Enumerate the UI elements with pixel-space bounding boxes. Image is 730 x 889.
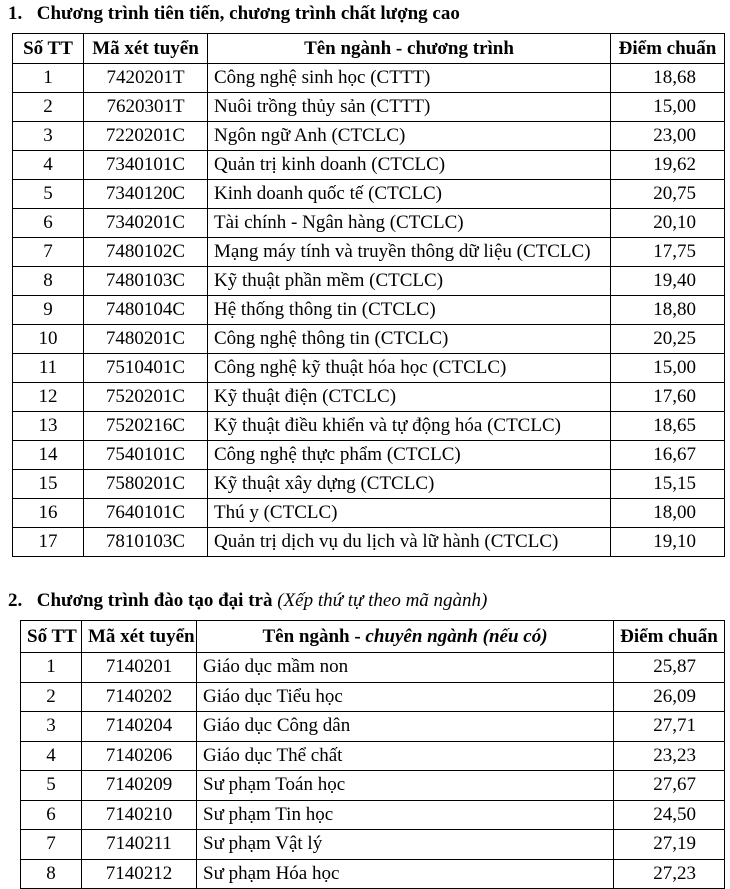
cell-score: 24,50 — [614, 800, 725, 830]
cell-stt: 5 — [21, 771, 82, 801]
header-code: Mã xét tuyển — [84, 34, 208, 64]
cell-score: 25,87 — [614, 653, 725, 683]
cell-score: 20,25 — [611, 325, 725, 354]
cell-name: Sư phạm Hóa học — [197, 859, 614, 889]
cell-name: Kỹ thuật xây dựng (CTCLC) — [208, 470, 611, 499]
cell-name: Kỹ thuật điện (CTCLC) — [208, 383, 611, 412]
table-row — [21, 859, 725, 889]
cell-name: Giáo dục Thể chất — [197, 741, 614, 771]
cell-score: 17,75 — [611, 238, 725, 267]
table-row — [13, 93, 725, 122]
cell-code: 7340120C — [84, 180, 208, 209]
cell-stt: 4 — [13, 151, 84, 180]
cell-code: 7140206 — [82, 741, 197, 771]
section-1-title: Chương trình tiên tiến, chương trình chất lượng cao — [36, 3, 460, 24]
cell-name: Giáo dục Tiểu học — [197, 682, 614, 712]
cell-stt: 1 — [21, 653, 82, 683]
cell-code: 7580201C — [84, 470, 208, 499]
cell-code: 7340101C — [84, 151, 208, 180]
header-code: Mã xét tuyển — [82, 621, 197, 653]
cell-name: Quản trị dịch vụ du lịch và lữ hành (CTCLC) — [208, 528, 611, 557]
cell-stt: 8 — [21, 859, 82, 889]
cell-score: 23,23 — [614, 741, 725, 771]
cell-stt: 2 — [21, 682, 82, 712]
table-row — [13, 354, 725, 383]
cell-name: Tài chính - Ngân hàng (CTCLC) — [208, 209, 611, 238]
cell-stt: 17 — [13, 528, 84, 557]
cell-score: 18,68 — [611, 64, 725, 93]
cell-name: Thú y (CTCLC) — [208, 499, 611, 528]
cell-code: 7140202 — [82, 682, 197, 712]
cell-name: Nuôi trồng thủy sản (CTTT) — [208, 93, 611, 122]
cell-score: 18,65 — [611, 412, 725, 441]
cell-stt: 14 — [13, 441, 84, 470]
cell-name: Kinh doanh quốc tế (CTCLC) — [208, 180, 611, 209]
cell-stt: 9 — [13, 296, 84, 325]
header-score: Điểm chuẩn — [614, 621, 725, 653]
cell-stt: 5 — [13, 180, 84, 209]
section-2-heading — [8, 590, 487, 612]
cell-stt: 6 — [13, 209, 84, 238]
cell-name: Kỹ thuật điều khiển và tự động hóa (CTCLC) — [208, 412, 611, 441]
section-2-title: Chương trình đào tạo đại trà — [36, 590, 273, 611]
cell-code: 7620301T — [84, 93, 208, 122]
cell-score: 20,10 — [611, 209, 725, 238]
cell-score: 19,10 — [611, 528, 725, 557]
table-row — [21, 682, 725, 712]
cell-code: 7810103C — [84, 528, 208, 557]
header-stt: Số TT — [21, 621, 82, 653]
header-name-main: Tên ngành - — [262, 625, 366, 647]
cell-name: Hệ thống thông tin (CTCLC) — [208, 296, 611, 325]
table-header-row — [21, 621, 725, 653]
cell-code: 7340201C — [84, 209, 208, 238]
table-row — [13, 499, 725, 528]
table-row — [13, 209, 725, 238]
cell-code: 7520216C — [84, 412, 208, 441]
cell-code: 7480103C — [84, 267, 208, 296]
cell-score: 15,15 — [611, 470, 725, 499]
cell-name: Kỹ thuật phần mềm (CTCLC) — [208, 267, 611, 296]
cell-code: 7520201C — [84, 383, 208, 412]
table-row — [13, 441, 725, 470]
table-row — [13, 64, 725, 93]
header-stt: Số TT — [13, 34, 84, 64]
cell-stt: 13 — [13, 412, 84, 441]
cell-score: 16,67 — [611, 441, 725, 470]
table-row — [21, 712, 725, 742]
cell-name: Quản trị kinh doanh (CTCLC) — [208, 151, 611, 180]
table-row — [13, 238, 725, 267]
table-header-row — [13, 34, 725, 64]
table-row — [13, 325, 725, 354]
cell-stt: 11 — [13, 354, 84, 383]
cell-score: 15,00 — [611, 354, 725, 383]
cell-score: 20,75 — [611, 180, 725, 209]
cell-score: 23,00 — [611, 122, 725, 151]
cell-code: 7140201 — [82, 653, 197, 683]
cell-code: 7540101C — [84, 441, 208, 470]
header-score: Điểm chuẩn — [611, 34, 725, 64]
cell-name: Công nghệ thực phẩm (CTCLC) — [208, 441, 611, 470]
cell-score: 15,00 — [611, 93, 725, 122]
cell-score: 19,62 — [611, 151, 725, 180]
cell-name: Giáo dục Công dân — [197, 712, 614, 742]
cell-name: Ngôn ngữ Anh (CTCLC) — [208, 122, 611, 151]
table-row — [13, 267, 725, 296]
cell-stt: 8 — [13, 267, 84, 296]
section-2-subtitle: (Xếp thứ tự theo mã ngành) — [277, 590, 488, 611]
cell-code: 7140210 — [82, 800, 197, 830]
cell-score: 26,09 — [614, 682, 725, 712]
advanced-programs-table — [12, 33, 725, 557]
cell-code: 7140204 — [82, 712, 197, 742]
cell-name: Giáo dục mầm non — [197, 653, 614, 683]
cell-score: 17,60 — [611, 383, 725, 412]
cell-stt: 3 — [13, 122, 84, 151]
table-row — [21, 800, 725, 830]
table-row — [21, 830, 725, 860]
table-row — [13, 470, 725, 499]
table-row — [21, 771, 725, 801]
table-row — [13, 296, 725, 325]
cell-name: Công nghệ kỹ thuật hóa học (CTCLC) — [208, 354, 611, 383]
table-row — [21, 741, 725, 771]
cell-score: 27,19 — [614, 830, 725, 860]
cell-code: 7140211 — [82, 830, 197, 860]
cell-score: 18,00 — [611, 499, 725, 528]
table-row — [13, 122, 725, 151]
table-row — [13, 528, 725, 557]
cell-code: 7640101C — [84, 499, 208, 528]
cell-code: 7220201C — [84, 122, 208, 151]
cell-code: 7140212 — [82, 859, 197, 889]
section-2-number: 2. — [8, 590, 23, 611]
section-1-heading — [8, 3, 460, 25]
cell-score: 27,23 — [614, 859, 725, 889]
cell-name: Công nghệ thông tin (CTCLC) — [208, 325, 611, 354]
cell-stt: 16 — [13, 499, 84, 528]
table-row — [21, 653, 725, 683]
cell-stt: 4 — [21, 741, 82, 771]
cell-stt: 7 — [21, 830, 82, 860]
header-name — [197, 621, 614, 653]
header-name-italic: chuyên ngành (nếu có) — [365, 625, 548, 647]
cell-stt: 1 — [13, 64, 84, 93]
table-row — [13, 412, 725, 441]
cell-code: 7140209 — [82, 771, 197, 801]
section-1-number: 1. — [8, 3, 23, 24]
cell-name: Công nghệ sinh học (CTTT) — [208, 64, 611, 93]
cell-stt: 6 — [21, 800, 82, 830]
regular-programs-table — [20, 620, 725, 889]
cell-code: 7480104C — [84, 296, 208, 325]
cell-name: Sư phạm Tin học — [197, 800, 614, 830]
cell-stt: 3 — [21, 712, 82, 742]
cell-score: 27,71 — [614, 712, 725, 742]
cell-stt: 2 — [13, 93, 84, 122]
cell-name: Sư phạm Vật lý — [197, 830, 614, 860]
header-name: Tên ngành - chương trình — [208, 34, 611, 64]
cell-score: 18,80 — [611, 296, 725, 325]
cell-code: 7480102C — [84, 238, 208, 267]
cell-name: Sư phạm Toán học — [197, 771, 614, 801]
table-row — [13, 180, 725, 209]
cell-code: 7420201T — [84, 64, 208, 93]
cell-stt: 7 — [13, 238, 84, 267]
cell-score: 27,67 — [614, 771, 725, 801]
table-row — [13, 383, 725, 412]
cell-stt: 15 — [13, 470, 84, 499]
cell-name: Mạng máy tính và truyền thông dữ liệu (CTCLC) — [208, 238, 611, 267]
cell-code: 7480201C — [84, 325, 208, 354]
cell-stt: 12 — [13, 383, 84, 412]
cell-score: 19,40 — [611, 267, 725, 296]
cell-code: 7510401C — [84, 354, 208, 383]
table-row — [13, 151, 725, 180]
cell-stt: 10 — [13, 325, 84, 354]
